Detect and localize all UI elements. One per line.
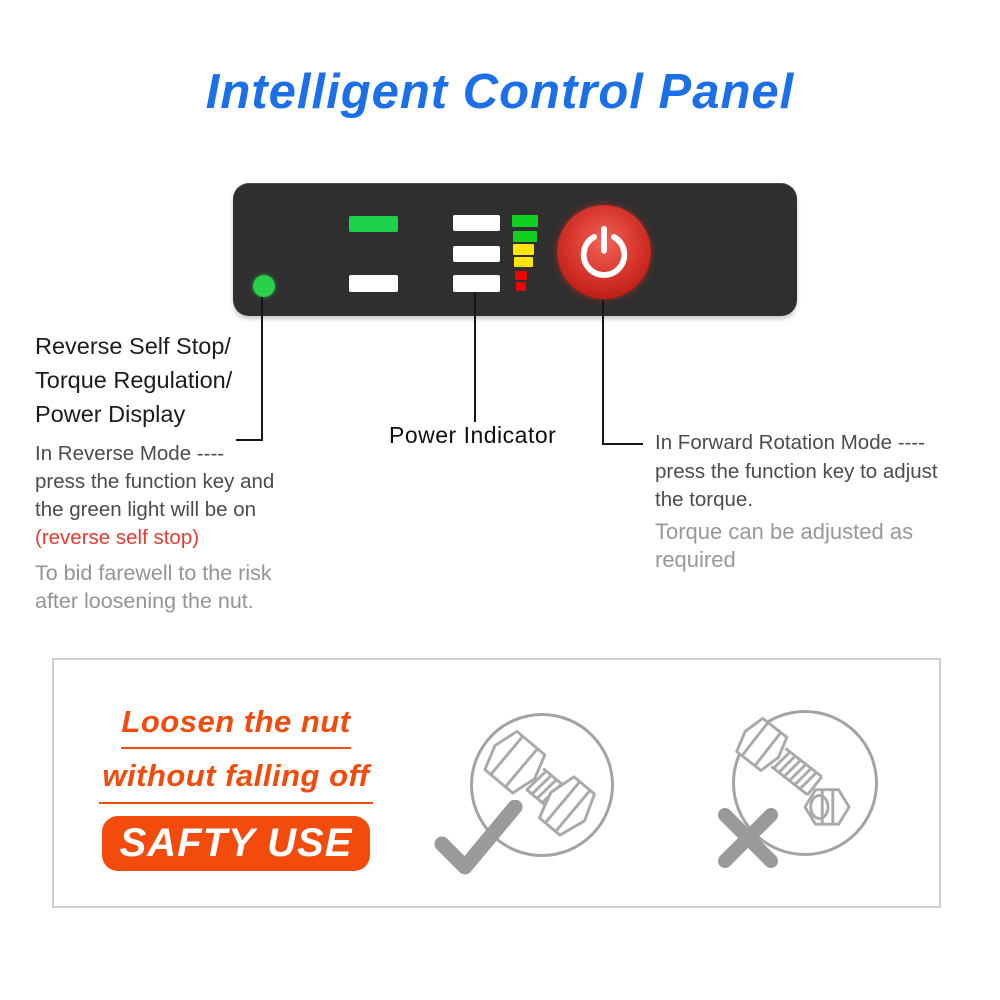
annotation-muted-note: Torque can be adjusted as required <box>655 518 914 572</box>
power-display-bar-1 <box>453 215 500 231</box>
check-mark-icon <box>432 800 524 878</box>
reverse-mode-green-bar <box>349 216 398 232</box>
annotation-forward-mode <box>655 429 960 574</box>
annotation-body: In Reverse Mode ---- press the function key and the green light will be on (reverse self stop) <box>35 440 305 552</box>
reverse-mode-white-bar <box>349 275 398 292</box>
connector-line-power-button-vertical <box>602 300 604 445</box>
annotation-heading-line: Torque Regulation/ <box>35 367 233 393</box>
slogan-underline <box>99 802 373 804</box>
annotation-heading-line: Power Display <box>35 401 186 427</box>
safety-slogan-line1: Loosen the nut <box>121 704 351 739</box>
annotation-heading-line: Reverse Self Stop/ <box>35 333 231 359</box>
annotation-reverse-mode <box>35 329 305 615</box>
green-led-dot-icon <box>253 275 275 297</box>
safety-text-column <box>90 704 382 871</box>
safety-slogan-line2: without falling off <box>102 758 370 793</box>
power-button <box>557 205 651 299</box>
power-symbol-icon <box>575 223 633 281</box>
power-display-bar-3 <box>453 275 500 292</box>
connector-line-power-indicator <box>474 292 476 422</box>
annotation-red-note: (reverse self stop) <box>35 526 200 549</box>
control-panel <box>233 183 797 316</box>
power-indicator-label: Power Indicator <box>389 422 557 448</box>
connector-line-power-button-horizontal <box>602 443 643 445</box>
page-title: Intelligent Control Panel <box>205 65 795 119</box>
annotation-muted-note: To bid farewell to the risk after loosening the nut. <box>35 561 272 613</box>
power-display-bar-2 <box>453 246 500 262</box>
x-mark-icon <box>716 806 780 870</box>
slogan-underline <box>121 747 351 749</box>
safety-use-box <box>52 658 941 908</box>
safety-use-badge-label: SAFTY USE <box>119 821 353 865</box>
annotation-body: In Forward Rotation Mode ---- press the function key to adjust the torque. <box>655 431 938 511</box>
safety-use-badge <box>102 816 370 871</box>
